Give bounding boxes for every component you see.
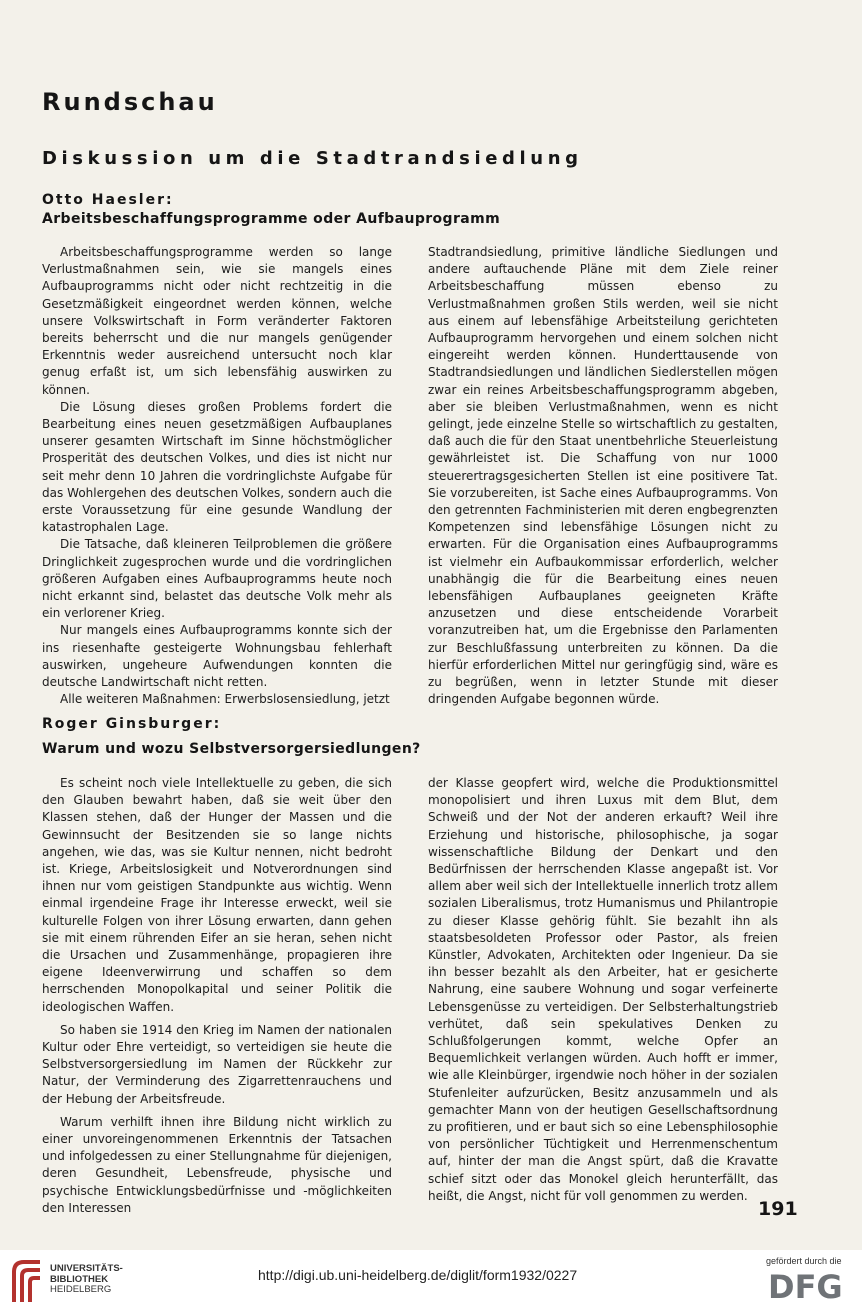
funding-note: gefördert durch die: [766, 1256, 842, 1266]
university-logo-icon: [10, 1258, 44, 1304]
article2-title: Warum und wozu Selbstversorgersiedlungen?: [42, 741, 421, 757]
dfg-logo-icon: [768, 1268, 852, 1302]
article1-author: Otto Haesler:: [42, 192, 174, 208]
library-line: UNIVERSITÄTS-: [50, 1263, 123, 1274]
paragraph: Alle weiteren Maßnahmen: Erwerbslosensiedlung, jetzt: [60, 692, 390, 707]
article1-column-left: [42, 244, 392, 708]
article1-column-right: [428, 244, 778, 708]
paragraph: Die Lösung dieses großen Problems fordert die Bearbeitung eines neuen gesetzmäßigen Aufbauplanes unserer gesamten Wirtschaft im Sinne höchstmöglicher Prosperität des deutschen Volkes, und dies ist nicht nur seit mehr denn 10 Jahren die vordringlichste Aufgabe für das Wohlergehen des deutschen Volkes, sondern auch die erste Voraussetzung für eine gesunde Wandlung der katastrophalen Lage.: [42, 399, 392, 535]
section-title: Rundschau: [42, 88, 218, 116]
paragraph: Arbeitsbeschaffungsprogramme werden so lange Verlustmaßnahmen sein, wie sie mangels eines Aufbauprogramms nicht oder nicht rechtzeitig in die Gesetzmäßigkeit eingeordnet werden können, welche unsere Volkswirtschaft in Form veränderter Faktoren bereits beherrscht und die nur mangels genügender Erkenntnis weder ausreichend untersucht noch klar genug erfaßt ist, um sich lebensfähig auswirken zu können.: [42, 245, 392, 397]
paragraph: der Klasse geopfert wird, welche die Produktionsmittel monopolisiert und ihren Luxus mit dem Blut, dem Schweiß und der Not der anderen erkauft? Weil ihre Erziehung und historische, philosophische, ja sogar wissenschaftliche Bildung der Denkart und den Bedürfnissen der herrschenden Klasse angepaßt ist. Vor allem aber weil sich der Intellektuelle innerlich trotz allem sozialen Liberalismus, trotz Humanismus und Philantropie zu dieser Klasse gehörig fühlt. Sie bezahlt ihn als staatsbesoldeten Professor oder Pastor, als freien Künstler, Advokaten, Architekten oder Ingenieur. Da sie ihn besser bezahlt als den Arbeiter, hat er gesicherte Nahrung, eine saubere Wohnung und sogar verfeinerte Lebensgenüsse zu verteidigen. Der Selbsterhaltungstrieb verhütet, daß sein spekulatives Denken zu Schlußfolgerungen kommt, welche Opfer an Bequemlichkeit verlangen würden. Auch hofft er immer, wie alle Kleinbürger, irgendwie noch höher in der sozialen Stufenleiter aufzurücken, Besitz anzusammeln und als gemachter Mann von der heutigen Gesellschaftsordnung zu profitieren, und er baut sich so eine Lebensphilosophie von persönlicher Tüchtigkeit und Herrenmenschentum auf, hinter der man die Angst spürt, daß die Kravatte schief sitzt oder das Monokel gleich herunterfällt, das heißt, die Angst, nicht für voll genommen zu werden.: [428, 776, 778, 1203]
page-number: 191: [758, 1198, 798, 1220]
article2-author: Roger Ginsburger:: [42, 716, 222, 732]
article1-title: Arbeitsbeschaffungsprogramme oder Aufbauprogramm: [42, 211, 501, 227]
permalink-url[interactable]: http://digi.ub.uni-heidelberg.de/diglit/form1932/0227: [258, 1267, 578, 1283]
library-line: HEIDELBERG: [50, 1284, 112, 1295]
paragraph: Warum verhilft ihnen ihre Bildung nicht wirklich zu einer unvoreingenommenen Erkenntnis der Tatsachen und infolgedessen zu einer Stellungnahme für diejenigen, deren Gesundheit, Lebensfreude, physische und psychische Entwicklungsbedürfnisse und -möglichkeiten den Interessen: [42, 1114, 392, 1215]
paragraph: Es scheint noch viele Intellektuelle zu geben, die sich den Glauben bewahrt haben, daß sie weit über den Klassen stehen, daß der Hunger der Massen und die Gewinnsucht der Besitzenden sie so lange nichts angehen, wie das, was sie Kultur nennen, nicht bedroht ist. Kriege, Arbeitslosigkeit und Notverordnungen sind ihnen nur vom geistigen Standpunkte aus wichtig. Wenn einmal irgendeine Frage ihr Interesse erweckt, weil sie kulturelle Folgen von ihrer Lösung erwarten, dann gehen sie mit einem rührenden Eifer an sie heran, sehen nicht die Ursachen und Zusammenhänge, propagieren ihre eigene Ideenverwirrung und schaffen so dem herrschenden Monopolkapital und seiner Politik die ideologischen Waffen.: [42, 776, 392, 1014]
viewer-footer: [0, 1250, 862, 1310]
dfg-logo-text: DFG: [768, 1268, 843, 1302]
article2-column-right: [428, 775, 778, 1205]
article2-column-left: [42, 775, 392, 1223]
discussion-title: Diskussion um die Stadtrandsiedlung: [42, 148, 583, 169]
paragraph: Stadtrandsiedlung, primitive ländliche Siedlungen und andere auftauchende Pläne mit dem Ziele reiner Arbeitsbeschaffung müssen ebenso zu Verlustmaßnahmen großen Stils werden, weil sie nicht aus einem auf lebensfähige Arbeitsteilung gerichteten Aufbauprogramm hervorgehen und einem solchen nicht eingereiht werden können. Hunderttausende von Stadtrandsiedlungen und ländlichen Siedlerstellen mögen zwar ein reines Arbeitsbeschaffungsprogramm abgeben, aber sie bleiben Verlustmaßnahmen, wenn es nicht gelingt, jede einzelne Stelle so wirtschaftlich zu gestalten, daß auch die für den Staat unentbehrliche Steuerleistung gewährleistet ist. Die Schaffung von nur 1000 steuerertragsgesicherten Stellen ist eine positivere Tat. Sie vorzubereiten, ist Sache eines Aufbauprogramms. Von den getrennten Fachministerien mit deren engbegrenzten Kompetenzen sind lebensfähige Lösungen nicht zu erwarten. Für die Organisation eines Aufbauprogramms ist vielmehr ein Aufbaukommissar erforderlich, welcher unabhängig die für die Bearbeitung eines neuen lebensfähigen Aufbauplanes geeigneten Kräfte anzusetzen und diese entscheidende Vorarbeit voranzutreiben hat, um die Ergebnisse den Parlamenten zur Beschlußfassung unterbreiten zu können. Da die hierfür erforderlichen Mittel nur geringfügig sind, wäre es zu begrüßen, wenn in letzter Stunde mit dieser dringenden Aufgabe begonnen würde.: [428, 245, 778, 707]
library-line: BIBLIOTHEK: [50, 1273, 109, 1285]
paragraph: So haben sie 1914 den Krieg im Namen der nationalen Kultur oder Ehre verteidigt, so verteidigen sie heute die Selbstversorgersiedlung im Namen der Rückkehr zur Natur, der Verminderung des Zigarrettenrauchens und der Hebung der Arbeitsfreude.: [42, 1022, 392, 1106]
paragraph: Die Tatsache, daß kleineren Teilproblemen die größere Dringlichkeit zugesprochen wurde und die vordringlichen größeren Aufgaben eines Aufbauprogramms heute noch nicht erkannt sind, belastet das deutsche Volk mehr als ein verlorener Krieg.: [42, 537, 392, 621]
library-name: [50, 1264, 123, 1296]
paragraph: Nur mangels eines Aufbauprogramms konnte sich der ins riesenhafte gesteigerte Wohnungsbau fehlerhaft auswirken, ungeheure Aufwendungen konnten die deutsche Landwirtschaft nicht retten.: [42, 623, 392, 690]
